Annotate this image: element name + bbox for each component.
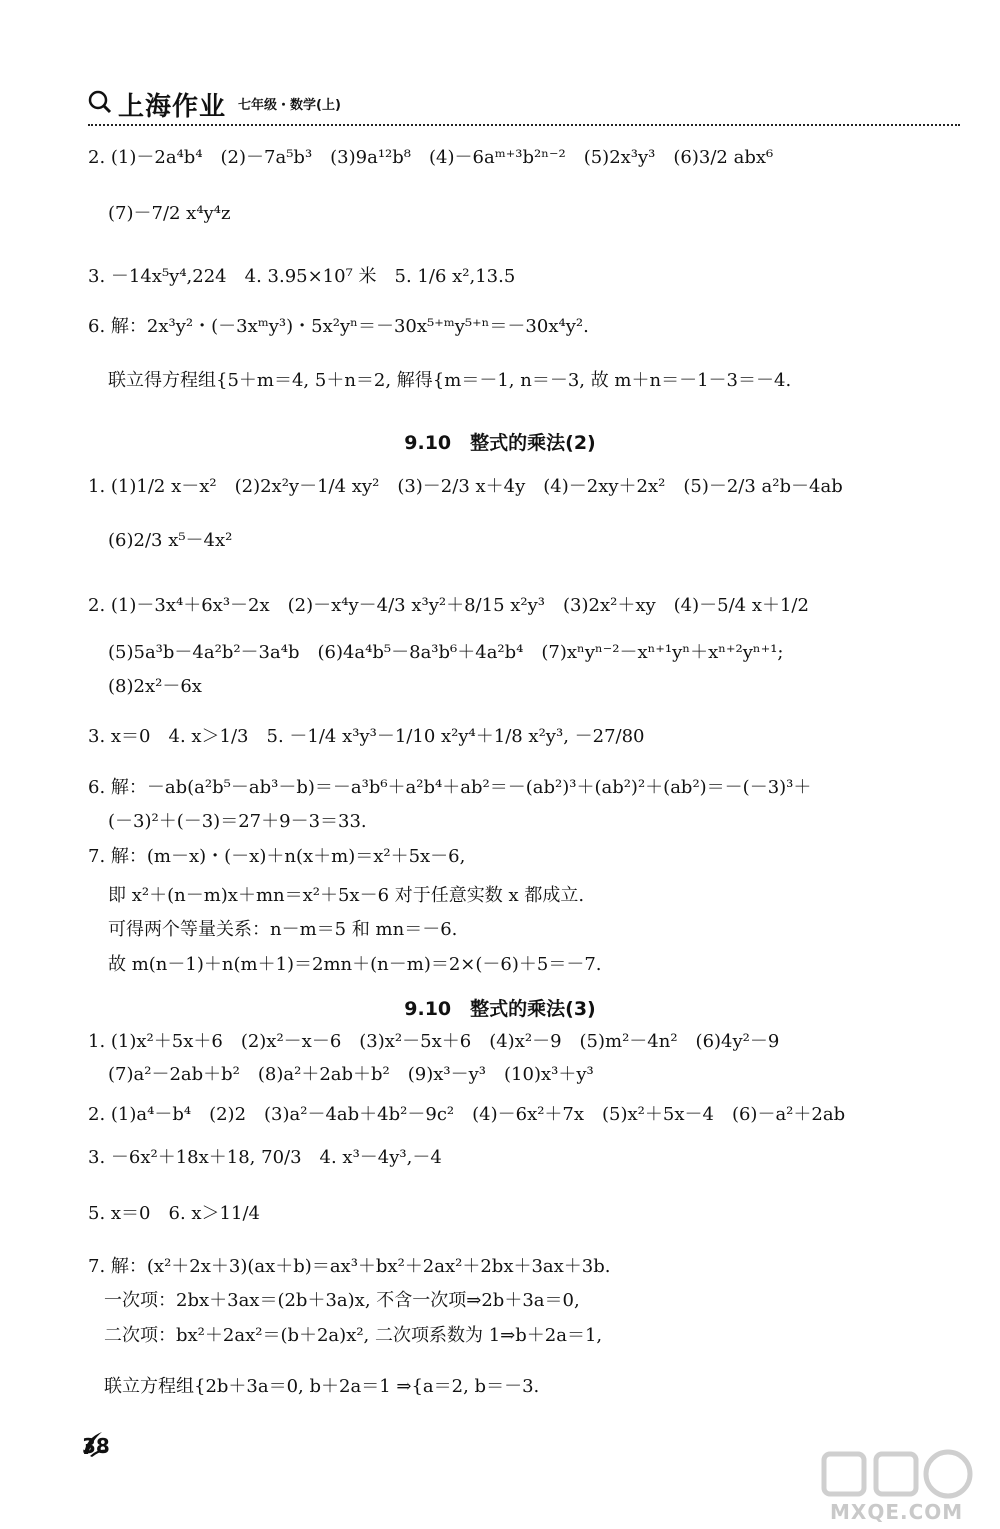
dotted-divider [88,124,960,126]
answer-line: 3. －6x²＋18x＋18, 70/3 4. x³－4y³,－4 [88,1147,442,1168]
answer-line: (7)a²－2ab＋b² (8)a²＋2ab＋b² (9)x³－y³ (10)x³＋y³ [108,1064,594,1085]
answer-line: 可得两个等量关系：n－m＝5 和 mn＝－6. [108,919,458,940]
page-header [88,84,960,128]
answer-line: 5. x＝0 6. x＞11/4 [88,1203,260,1224]
page-number: 38 [82,1434,110,1458]
answer-line: (5)5a³b－4a²b²－3a⁴b (6)4a⁴b⁵－8a³b⁶＋4a²b⁴ (7)xⁿyⁿ⁻²－xⁿ⁺¹yⁿ＋xⁿ⁺²yⁿ⁺¹; [108,642,784,663]
answer-line: 一次项：2bx＋3ax＝(2b＋3a)x, 不含一次项⇒2b＋3a＝0, [104,1290,580,1311]
answer-line: (8)2x²－6x [108,676,202,697]
answer-line: 联立得方程组{5＋m＝4, 5＋n＝2, 解得{m＝－1, n＝－3, 故 m＋n＝－1－3＝－4. [108,370,792,391]
answer-line: (－3)²＋(－3)＝27＋9－3＝33. [108,811,367,832]
section-title: 9.10 整式的乘法(2) [404,432,596,454]
answer-line: 7. 解：(x²＋2x＋3)(ax＋b)＝ax³＋bx²＋2ax²＋2bx＋3ax＋3b. [88,1256,611,1277]
answer-line: 1. (1)x²＋5x＋6 (2)x²－x－6 (3)x²－5x＋6 (4)x²－9 (5)m²－4n² (6)4y²－9 [88,1031,780,1052]
answer-line: (6)2/3 x⁵－4x² [108,530,233,551]
answer-line: 2. (1)a⁴－b⁴ (2)2 (3)a²－4ab＋4b²－9c² (4)－6x²＋7x (5)x²＋5x－4 (6)－a²＋2ab [88,1104,846,1125]
answer-line: 7. 解：(m－x)・(－x)＋n(x＋m)＝x²＋5x－6, [88,846,466,867]
answer-line: 1. (1)1/2 x－x² (2)2x²y－1/4 xy² (3)－2/3 x＋4y (4)－2xy＋2x² (5)－2/3 a²b－4ab [88,476,843,497]
answer-line: 故 m(n－1)＋n(m＋1)＝2mn＋(n－m)＝2×(－6)＋5＝－7. [108,954,602,975]
answer-line: 3. －14x⁵y⁴,224 4. 3.95×10⁷ 米 5. 1/6 x²,13.5 [88,266,516,287]
answer-line: 联立方程组{2b＋3a＝0, b＋2a＝1 ⇒{a＝2, b＝－3. [104,1376,540,1397]
brand-title: 上海作业 [118,92,227,122]
answer-line: 6. 解：－ab(a²b⁵－ab³－b)＝－a³b⁶＋a²b⁴＋ab²＝－(ab²)³＋(ab²)²＋(ab²)＝－(－3)³＋ [88,777,812,798]
answer-line: (7)－7/2 x⁴y⁴z [108,203,231,224]
answer-line: 二次项：bx²＋2ax²＝(b＋2a)x², 二次项系数为 1⇒b＋2a＝1, [104,1325,603,1346]
answer-line: 即 x²＋(n－m)x＋mn＝x²＋5x－6 对于任意实数 x 都成立. [108,885,585,906]
answer-line: 2. (1)－2a⁴b⁴ (2)－7a⁵b³ (3)9a¹²b⁸ (4)－6aᵐ⁺³b²ⁿ⁻² (5)2x³y³ (6)3/2 abx⁶ [88,147,774,168]
magnifier-logo-icon [88,90,112,114]
grade-subject: 七年级・数学(上) [238,98,341,113]
answer-line: 6. 解：2x³y²・(－3xᵐy³)・5x²yⁿ＝－30x⁵⁺ᵐy⁵⁺ⁿ＝－30x⁴y². [88,316,589,337]
section-title: 9.10 整式的乘法(3) [404,998,596,1020]
answer-line: 3. x＝0 4. x＞1/3 5. －1/4 x³y³－1/10 x²y⁴＋1/8 x²y³, －27/80 [88,726,645,747]
watermark-text: MXQE.COM [830,1500,964,1524]
answer-line: 2. (1)－3x⁴＋6x³－2x (2)－x⁴y－4/3 x³y²＋8/15 x²y³ (3)2x²＋xy (4)－5/4 x＋1/2 [88,595,809,616]
